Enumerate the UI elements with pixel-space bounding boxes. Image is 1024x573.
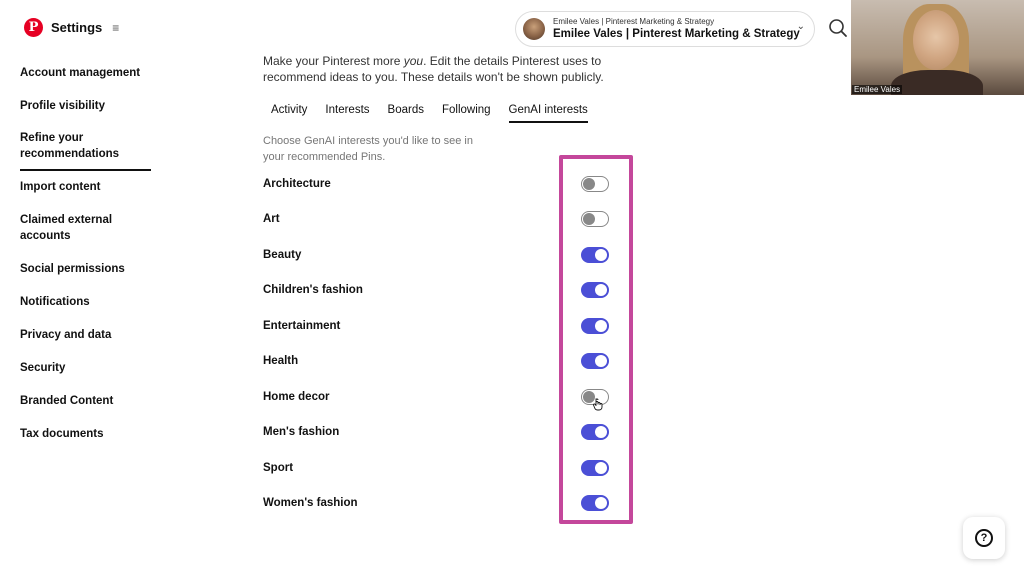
sidebar-item-notifications[interactable]: Notifications [20, 296, 90, 308]
sidebar-item-claimed-external-accounts[interactable]: Claimed external accounts [20, 214, 113, 242]
tab-activity[interactable]: Activity [271, 104, 308, 116]
interest-label-entertainment: Entertainment [263, 320, 341, 332]
menu-icon[interactable]: ≡ [112, 20, 120, 35]
sidebar-item-tax-documents[interactable]: Tax documents [20, 428, 104, 440]
sidebar-item-import-content[interactable]: Import content [20, 181, 101, 193]
video-participant-body [891, 70, 983, 95]
sidebar-item-branded-content[interactable]: Branded Content [20, 395, 114, 407]
recommendation-tabs [271, 104, 606, 123]
interest-label-architecture: Architecture [263, 178, 331, 190]
video-participant-name: Emilee Vales [854, 85, 901, 94]
pinterest-logo-icon[interactable]: P [24, 18, 43, 37]
tab-interests[interactable]: Interests [325, 104, 370, 116]
page-title: Settings [51, 20, 103, 35]
highlight-annotation-box [559, 155, 633, 524]
interest-label-mens-fashion: Men's fashion [263, 426, 340, 438]
sidebar-item-social-permissions[interactable]: Social permissions [20, 263, 125, 275]
sidebar-item-privacy-and-data[interactable]: Privacy and data [20, 329, 112, 341]
help-button[interactable] [963, 517, 1005, 559]
account-switcher[interactable] [515, 11, 815, 47]
interest-label-childrens-fashion: Children's fashion [263, 284, 363, 296]
avatar [523, 18, 545, 40]
search-icon[interactable] [828, 18, 848, 38]
account-text [553, 17, 800, 42]
help-icon: ? [975, 529, 993, 547]
intro-text [263, 53, 623, 85]
intro-before: Make your Pinterest more [263, 54, 404, 68]
video-call-tile [851, 0, 1024, 95]
interest-label-womens-fashion: Women's fashion [263, 497, 358, 509]
interest-label-beauty: Beauty [263, 249, 302, 261]
sidebar-item-security[interactable]: Security [20, 362, 66, 374]
interest-label-health: Health [263, 355, 299, 367]
video-participant-face [913, 10, 959, 70]
hand-cursor-icon [592, 397, 604, 411]
sidebar-item-profile-visibility[interactable]: Profile visibility [20, 100, 105, 112]
intro-after: . Edit the details Pinterest uses to recommend ideas to you. These details won't be shown publicly. [263, 54, 604, 84]
tab-boards[interactable]: Boards [387, 104, 424, 116]
sidebar-item-account-management[interactable]: Account management [20, 67, 141, 79]
interest-label-art: Art [263, 213, 280, 225]
genai-hint-text: Choose GenAI interests you'd like to see in your recommended Pins. [263, 135, 473, 163]
settings-header [24, 18, 119, 37]
intro-emphasis: you [403, 54, 424, 68]
interest-label-sport: Sport [263, 462, 294, 474]
account-name: Emilee Vales | Pinterest Marketing & Strategy [553, 27, 800, 40]
tab-following[interactable]: Following [441, 104, 491, 116]
sidebar-item-refine-recommendations[interactable]: Refine your recommendations [20, 129, 152, 163]
tab-genai-interests[interactable]: GenAI interests [509, 104, 588, 123]
chevron-down-icon[interactable]: ⌄ [796, 21, 805, 32]
account-subtitle: Emilee Vales | Pinterest Marketing & Strategy [553, 16, 715, 26]
interest-label-home-decor: Home decor [263, 391, 330, 403]
